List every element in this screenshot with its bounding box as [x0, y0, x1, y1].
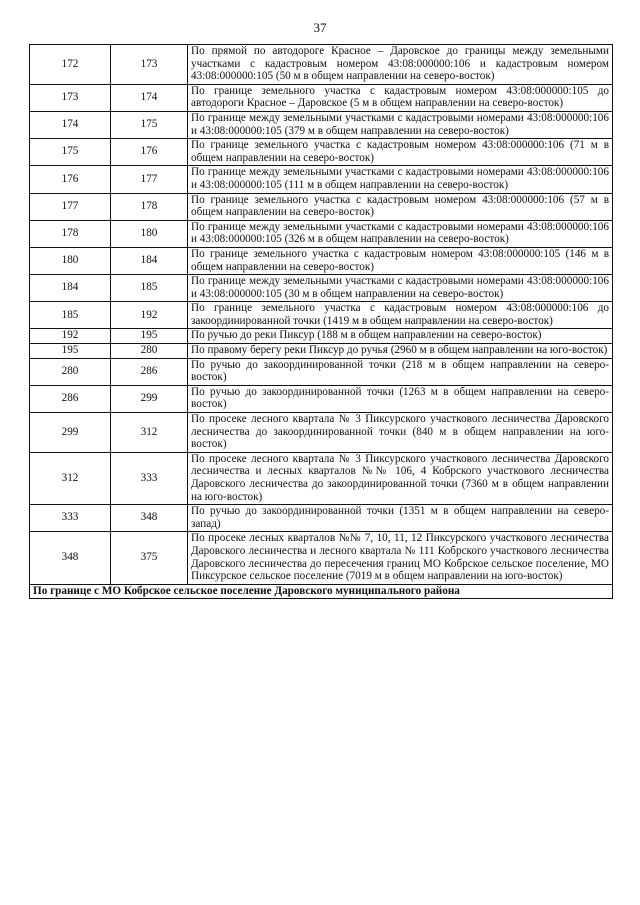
point-from-cell: 195 [30, 344, 111, 359]
description-cell: По границе земельного участка с кадастровым номером 43:08:000000:105 (146 м в общем направлении на северо-восток) [188, 247, 613, 274]
boundary-table [29, 44, 613, 599]
point-to-cell: 180 [111, 220, 188, 247]
point-to-cell: 348 [111, 505, 188, 532]
point-from-cell: 333 [30, 505, 111, 532]
table-row [30, 452, 613, 504]
point-from-cell: 192 [30, 329, 111, 344]
point-to-cell: 299 [111, 385, 188, 412]
section-footer-row [30, 584, 613, 599]
description-cell: По ручью до закоординированной точки (1351 м в общем направлении на северо-запад) [188, 505, 613, 532]
table-row [30, 193, 613, 220]
boundary-table-body [30, 45, 613, 599]
point-to-cell: 333 [111, 452, 188, 504]
table-row [30, 358, 613, 385]
point-from-cell: 184 [30, 275, 111, 302]
description-cell: По границе между земельными участками с кадастровыми номерами 43:08:000000:106 и 43:08:000000:105 (111 м в общем направлении на северо-восток) [188, 166, 613, 193]
description-cell: По просеке лесных кварталов №№ 7, 10, 11, 12 Пиксурского участкового лесничества Даровского лесничества и лесного квартала № 111 Кобрского участкового лесничества Даровского лесничества до пересечения границ МО Кобрское сельское поселение, МО Пиксурское сельское поселение (7019 м в общем направлении на юго-восток) [188, 532, 613, 584]
description-cell: По правому берегу реки Пиксур до ручья (2960 м в общем направлении на юго-восток) [188, 344, 613, 359]
point-to-cell: 178 [111, 193, 188, 220]
point-from-cell: 312 [30, 452, 111, 504]
description-cell: По ручью до закоординированной точки (1263 м в общем направлении на северо-восток) [188, 385, 613, 412]
point-to-cell: 312 [111, 413, 188, 453]
table-row [30, 220, 613, 247]
description-cell: По границе между земельными участками с кадастровыми номерами 43:08:000000:106 и 43:08:000000:105 (30 м в общем направлении на северо-восток) [188, 275, 613, 302]
point-to-cell: 184 [111, 247, 188, 274]
point-to-cell: 176 [111, 139, 188, 166]
table-row [30, 84, 613, 111]
page-number: 37 [313, 20, 327, 35]
point-to-cell: 280 [111, 344, 188, 359]
point-from-cell: 286 [30, 385, 111, 412]
table-row [30, 344, 613, 359]
point-to-cell: 173 [111, 45, 188, 85]
description-cell: По просеке лесного квартала № 3 Пиксурского участкового лесничества Даровского лесничества и лесных кварталов №№ 106, 4 Кобрского участкового лесничества Даровского лесничества до закоординированной точки (7360 м в общем направлении на юго-восток) [188, 452, 613, 504]
description-cell: По границе между земельными участками с кадастровыми номерами 43:08:000000:106 и 43:08:000000:105 (326 м в общем направлении на северо-восток) [188, 220, 613, 247]
point-from-cell: 176 [30, 166, 111, 193]
point-to-cell: 195 [111, 329, 188, 344]
table-row [30, 275, 613, 302]
point-from-cell: 185 [30, 302, 111, 329]
table-row [30, 111, 613, 138]
point-from-cell: 280 [30, 358, 111, 385]
point-from-cell: 177 [30, 193, 111, 220]
description-cell: По границе земельного участка с кадастровым номером 43:08:000000:106 (57 м в общем направлении на северо-восток) [188, 193, 613, 220]
table-row [30, 139, 613, 166]
table-row [30, 247, 613, 274]
description-cell: По границе земельного участка с кадастровым номером 43:08:000000:106 до закоординированной точки (1419 м в общем направлении на северо-восток) [188, 302, 613, 329]
table-row [30, 413, 613, 453]
table-row [30, 505, 613, 532]
section-footer: По границе с МО Кобрское сельское поселение Даровского муниципального района [30, 584, 613, 599]
table-row [30, 45, 613, 85]
point-to-cell: 192 [111, 302, 188, 329]
point-to-cell: 286 [111, 358, 188, 385]
table-row [30, 329, 613, 344]
table-row [30, 532, 613, 584]
point-from-cell: 180 [30, 247, 111, 274]
point-from-cell: 299 [30, 413, 111, 453]
point-from-cell: 174 [30, 111, 111, 138]
point-from-cell: 173 [30, 84, 111, 111]
point-from-cell: 178 [30, 220, 111, 247]
point-to-cell: 185 [111, 275, 188, 302]
point-from-cell: 172 [30, 45, 111, 85]
description-cell: По границе земельного участка с кадастровым номером 43:08:000000:105 до автодороги Красное – Даровское (5 м в общем направлении на северо-восток) [188, 84, 613, 111]
point-to-cell: 174 [111, 84, 188, 111]
point-from-cell: 348 [30, 532, 111, 584]
description-cell: По ручью до реки Пиксур (188 м в общем направлении на северо-восток) [188, 329, 613, 344]
point-to-cell: 177 [111, 166, 188, 193]
description-cell: По ручью до закоординированной точки (218 м в общем направлении на северо-восток) [188, 358, 613, 385]
table-row [30, 385, 613, 412]
description-cell: По просеке лесного квартала № 3 Пиксурского участкового лесничества Даровского лесничества до закоординированной точки (840 м в общем направлении на юго-восток) [188, 413, 613, 453]
point-to-cell: 375 [111, 532, 188, 584]
description-cell: По границе между земельными участками с кадастровыми номерами 43:08:000000:106 и 43:08:000000:105 (379 м в общем направлении на северо-восток) [188, 111, 613, 138]
description-cell: По границе земельного участка с кадастровым номером 43:08:000000:106 (71 м в общем направлении на северо-восток) [188, 139, 613, 166]
point-to-cell: 175 [111, 111, 188, 138]
table-row [30, 302, 613, 329]
table-row [30, 166, 613, 193]
description-cell: По прямой по автодороге Красное – Даровское до границы между земельными участками с кадастровым номером 43:08:000000:106 и кадастровым номером 43:08:000000:105 (50 м в общем направлении на северо-восток) [188, 45, 613, 85]
point-from-cell: 175 [30, 139, 111, 166]
